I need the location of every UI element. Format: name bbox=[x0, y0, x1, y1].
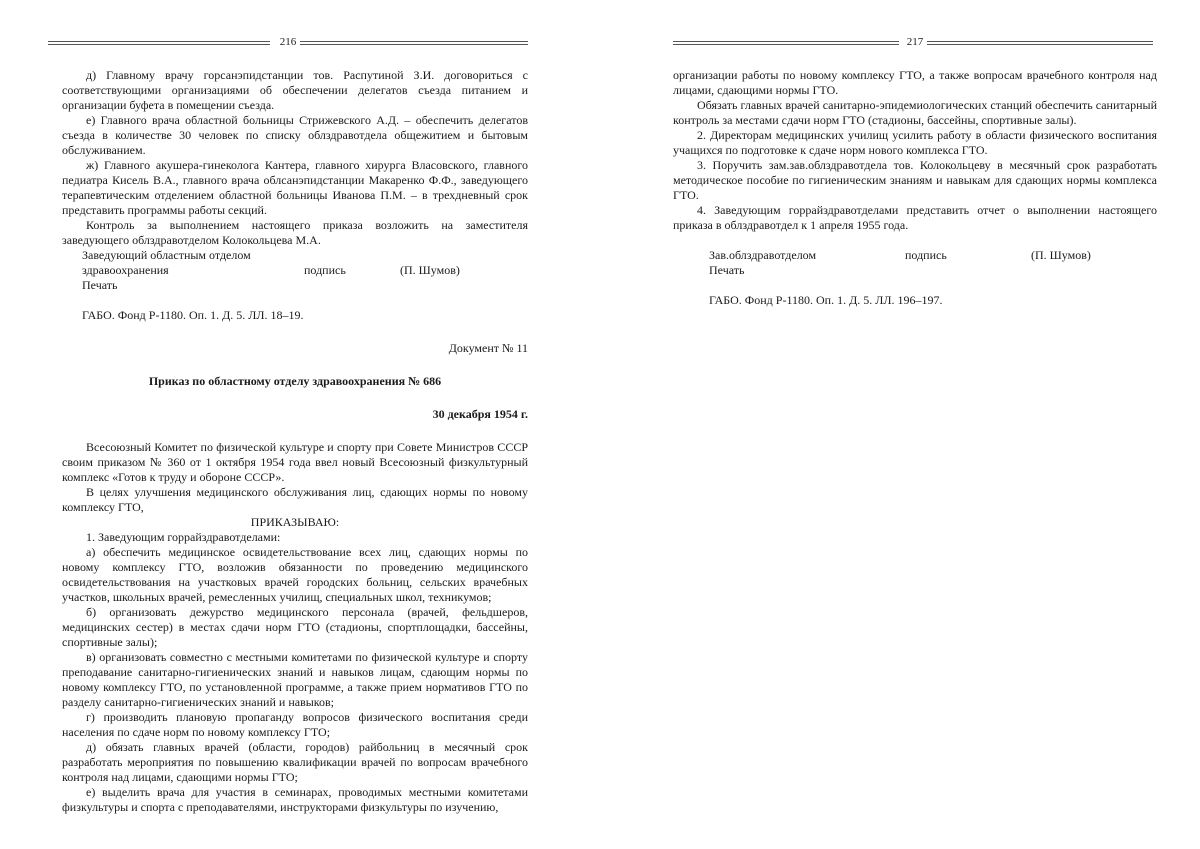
archive-reference: ГАБО. Фонд Р-1180. Оп. 1. Д. 5. ЛЛ. 196–197. bbox=[709, 293, 943, 307]
header-rule bbox=[48, 41, 270, 42]
page-content bbox=[673, 68, 1157, 308]
header-rule bbox=[927, 41, 1153, 42]
paragraph: е) выделить врача для участия в семинарах, проводимых местными комитетами физкультуры и спорта с преподавателями, инструкторами физкультуры по изучению, bbox=[62, 785, 528, 814]
paragraph: д) обязать главных врачей (области, городов) райбольниц в месячный срок разработать мероприятия по повышению квалификации врачей по вопросам врачебного контроля над лицами, сдающими нормы ГТО; bbox=[62, 740, 528, 784]
page-number: 217 bbox=[906, 36, 924, 48]
signature-placeholder: подпись bbox=[304, 263, 346, 277]
signatory-name: (П. Шумов) bbox=[1031, 248, 1091, 262]
signature-title: Зав.облздравотделом bbox=[709, 248, 817, 262]
paragraph: 4. Заведующим горрайздравотделами представить отчет о выполнении настоящего приказа в облздравотдел к 1 апреля 1955 года. bbox=[673, 203, 1157, 232]
paragraph: Контроль за выполнением настоящего приказа возложить на заместителя заведующего облздравотделом Колокольцева М.А. bbox=[62, 218, 528, 247]
signatory-name: (П. Шумов) bbox=[400, 263, 460, 277]
paragraph: Всесоюзный Комитет по физической культуре и спорту при Совете Министров СССР своим приказом № 360 от 1 октября 1954 года ввел новый Всесоюзный физкультурный комплекс «Готов к труду и обороне СССР». bbox=[62, 440, 528, 484]
signature-block bbox=[82, 248, 528, 293]
right-page bbox=[600, 0, 1200, 849]
paragraph: в) организовать совместно с местными комитетами по физической культуре и спорту преподавание санитарно-гигиенических знаний и навыков лицам, сдающим нормы по новому комплексу ГТО, по установленной программе, а также прием нормативов ГТО по разделу санитарно-гигиенических знаний и навыков; bbox=[62, 650, 528, 709]
page-header bbox=[48, 33, 528, 51]
paragraph: г) производить плановую пропаганду вопросов физического воспитания среди населения по сдаче норм по новому комплексу ГТО; bbox=[62, 710, 528, 739]
paragraph: 1. Заведующим горрайздравотделами: bbox=[86, 530, 281, 544]
page-content bbox=[62, 68, 528, 815]
document-title: Приказ по областному отделу здравоохранения № 686 bbox=[148, 374, 442, 388]
paragraph: 3. Поручить зам.зав.облздравотдела тов. Колокольцеву в месячный срок разработать методическое пособие по гигиеническим знаниям и навыкам для сдающих нормы комплекса ГТО. bbox=[673, 158, 1157, 202]
document-number: Документ № 11 bbox=[448, 341, 528, 355]
paragraph: ж) Главного акушера-гинеколога Кантера, главного хирурга Власовского, главного педиатра Кисель В.А., главного врача облсанэпидстанции Макаренко Ф.Ф., заведующего терапевтическим отделением областной больницы Иванова П.М. – в трехдневный срок представить программы работы секций. bbox=[62, 158, 528, 217]
paragraph: б) организовать дежурство медицинского персонала (врачей, фельдшеров, медицинских сестер) в местах сдачи норм ГТО (стадионы, спортплощадки, бассейны, спортивные залы); bbox=[62, 605, 528, 649]
paragraph: В целях улучшения медицинского обслуживания лиц, сдающих нормы по новому комплексу ГТО, bbox=[62, 485, 528, 514]
page-number: 216 bbox=[279, 36, 297, 48]
paragraph: а) обеспечить медицинское освидетельствование всех лиц, сдающих нормы по новому комплексу ГТО, возложив обязанности по проведению медицинского освидетельствования на участковых врачей городских больниц, сельских врачебных участков, школьных врачей, ремесленных училищ, специальных школ, техникумов; bbox=[62, 545, 528, 604]
header-rule bbox=[300, 41, 528, 42]
page-header bbox=[673, 33, 1153, 51]
header-rule bbox=[673, 41, 899, 42]
archive-reference: ГАБО. Фонд Р-1180. Оп. 1. Д. 5. ЛЛ. 18–19. bbox=[82, 308, 304, 322]
document-date: 30 декабря 1954 г. bbox=[432, 407, 528, 421]
order-heading: ПРИКАЗЫВАЮ: bbox=[250, 515, 340, 529]
signature-block bbox=[709, 248, 1157, 278]
stamp-label: Печать bbox=[82, 278, 118, 292]
signature-title: здравоохранения bbox=[82, 263, 169, 277]
paragraph: организации работы по новому комплексу ГТО, а также вопросам врачебного контроля над лицами, сдающими нормы ГТО. bbox=[673, 68, 1157, 97]
signature-title: Заведующий областным отделом bbox=[82, 248, 251, 262]
paragraph: 2. Директорам медицинских училищ усилить работу в области физического воспитания учащихся по подготовке к сдаче норм нового комплекса ГТО. bbox=[673, 128, 1157, 157]
stamp-label: Печать bbox=[709, 263, 745, 277]
paragraph: е) Главного врача областной больницы Стрижевского А.Д. – обеспечить делегатов съезда в количестве 30 человек по списку облздравотдела общежитием и бытовым обслуживанием. bbox=[62, 113, 528, 157]
signature-placeholder: подпись bbox=[905, 248, 947, 262]
paragraph: Обязать главных врачей санитарно-эпидемиологических станций обеспечить санитарный контроль за местами сдачи норм ГТО (стадионы, бассейны, спортивные залы). bbox=[673, 98, 1157, 127]
paragraph: д) Главному врачу горсанэпидстанции тов. Распутиной З.И. договориться с соответствующими организациями об обеспечении делегатов съезда питанием и организации буфета в помещении съезда. bbox=[62, 68, 528, 112]
